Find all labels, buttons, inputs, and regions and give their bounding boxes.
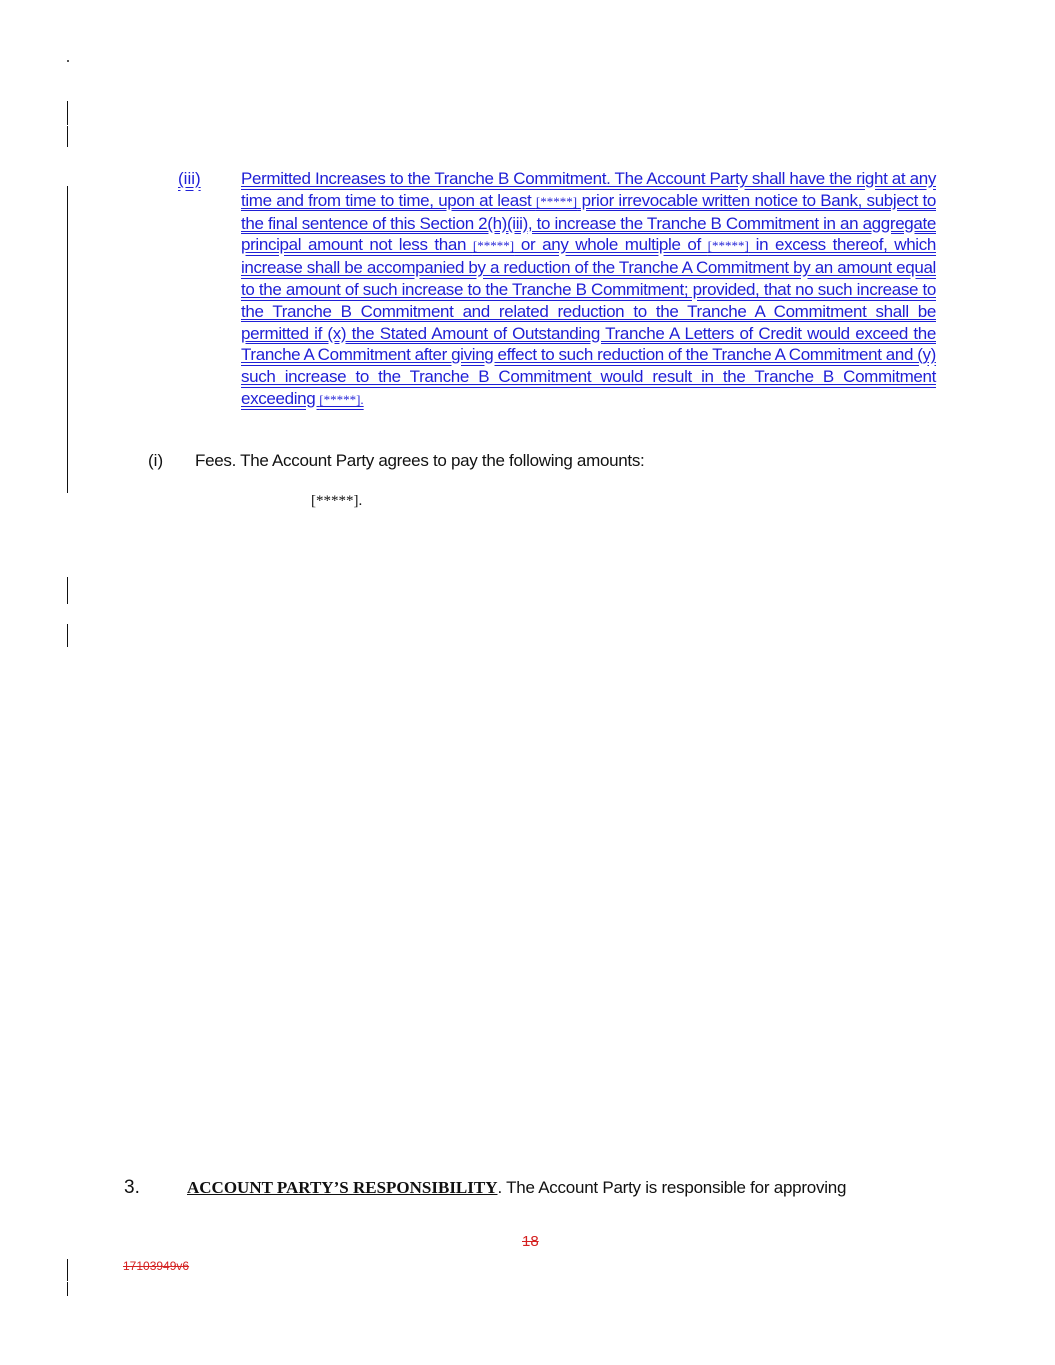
change-bar xyxy=(67,624,68,647)
section-number: 3. xyxy=(124,1177,140,1198)
redacted-amount: [*****] xyxy=(472,238,515,254)
subsection-text: Permitted Increases to the Tranche B Commitment. The Account Party shall have the right at any time and from time to time, upon at least xyxy=(241,169,936,210)
change-bar xyxy=(67,126,68,147)
subsection-text: or any whole multiple of xyxy=(514,235,708,255)
page-number: 18 xyxy=(522,1233,539,1250)
redacted-amount: [*****]. xyxy=(319,391,364,407)
document-id: 17103949v6 xyxy=(123,1259,190,1273)
subsection-body xyxy=(241,168,936,411)
subsection-text: in excess thereof, which increase shall be accompanied by a reduction of the Tranche A Commitment by an amount equal to the amount of such increase to the Tranche B Commitment; provided, that no such increase to the Tranche B Commitment and related reduction to the Tranche A Commitment shall be permitted if (x) the Stated Amount of Outstanding Tranche A Letters of Credit would exceed the Tranche A Commitment after giving effect to such reduction of the Tranche A Commitment and (y) such increase to the Tranche B Commitment would result in the Tranche B Commitment exceeding xyxy=(241,235,936,408)
fees-redacted: [*****]. xyxy=(311,493,363,509)
fees-text: Fees. The Account Party agrees to pay the following amounts: xyxy=(195,451,645,470)
section-paragraph xyxy=(187,1178,846,1198)
redacted-amount: [*****] xyxy=(535,193,578,209)
section-text: . The Account Party is responsible for approving xyxy=(497,1178,847,1197)
subsection-text: prior irrevocable written notice to Bank, subject to the final sentence of this Section 2(h)(iii), to increase the Tranche B Commitment in an aggregate principal amount not less than xyxy=(241,190,936,255)
change-bar xyxy=(67,577,68,604)
redacted-amount: [*****] xyxy=(707,238,749,254)
margin-dot xyxy=(67,60,69,62)
fees-number: (i) xyxy=(148,451,164,470)
change-bar xyxy=(67,1282,68,1296)
change-bar xyxy=(67,1259,68,1281)
change-bar xyxy=(67,101,68,125)
subsection-number: (iii) xyxy=(178,169,201,188)
section-heading: ACCOUNT PARTY’S RESPONSIBILITY xyxy=(187,1178,498,1197)
change-bar xyxy=(67,186,68,493)
